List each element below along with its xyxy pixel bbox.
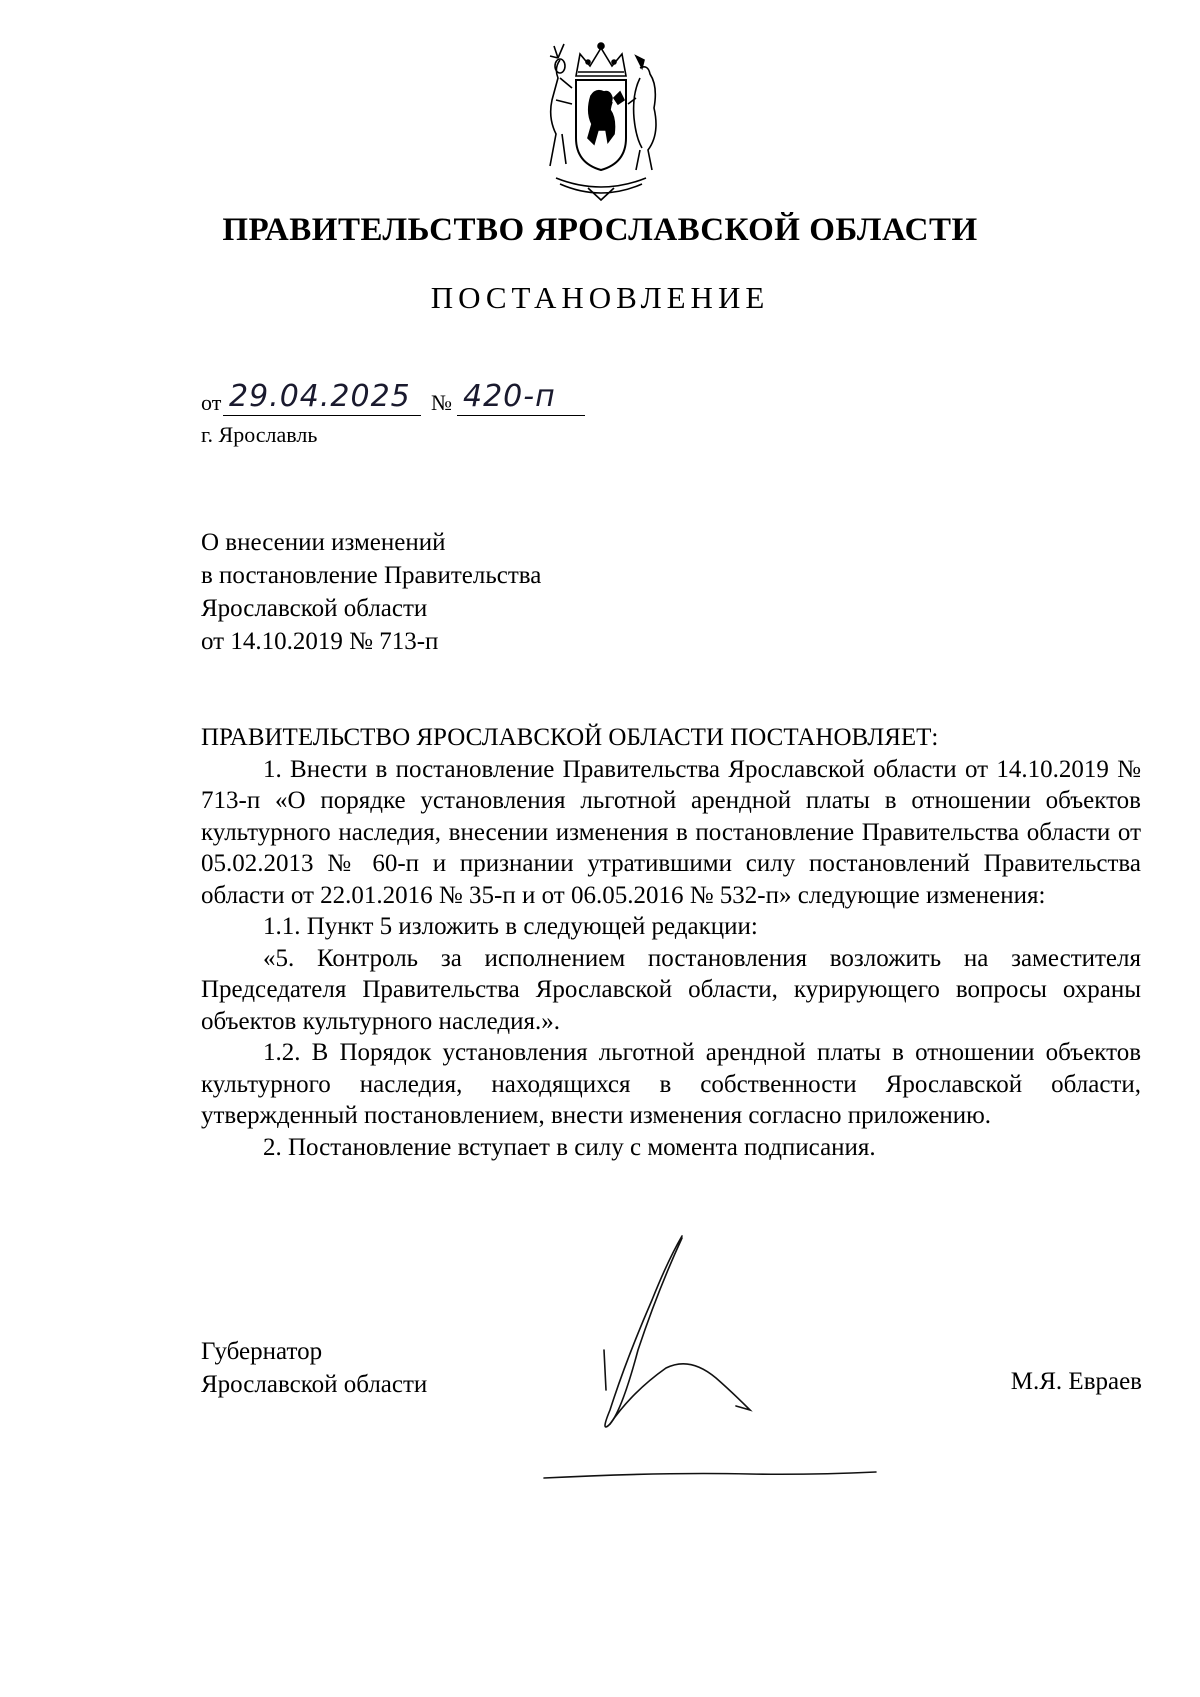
subject-line: в постановление Правительства <box>201 562 542 589</box>
document-subject <box>201 526 541 658</box>
number-underline <box>457 415 585 416</box>
resolution-lead: ПРАВИТЕЛЬСТВО ЯРОСЛАВСКОЙ ОБЛАСТИ ПОСТАНОВЛЯЕТ: <box>201 724 939 751</box>
date-value: 29.04.2025 <box>229 379 411 414</box>
city: г. Ярославль <box>201 422 318 447</box>
paragraph-2: 2. Постановление вступает в силу с момента подписания. <box>263 1133 876 1161</box>
paragraph-1-2: 1.2. В Порядок установления льготной арендной платы в отношении объектов культурного наследия, находящихся в собственности Ярославской области, утвержденный постановлением, внести изменения согласно приложению. <box>201 1039 1141 1129</box>
subject-line: О внесении изменений <box>201 529 446 556</box>
organization-title: ПРАВИТЕЛЬСТВО ЯРОСЛАВСКОЙ ОБЛАСТИ <box>222 212 978 248</box>
document-body <box>201 722 1141 1163</box>
number-label: № <box>431 390 452 415</box>
paragraph-1-1: 1.1. Пункт 5 изложить в следующей редакции: <box>263 913 758 940</box>
date-label: от <box>201 390 222 415</box>
paragraph-1-1-quote: «5. Контроль за исполнением постановления возложить на заместителя Председателя Правительства Ярославской области, курирующего вопросы охраны объектов культурного наследия.». <box>201 944 1141 1035</box>
signatory-position <box>201 1335 427 1401</box>
date-number-line <box>201 380 621 420</box>
date-underline <box>223 415 421 416</box>
subject-line: от 14.10.2019 № 713-п <box>201 628 439 655</box>
paragraph-1: 1. Внести в постановление Правительства Ярославской области от 14.10.2019 № 713-п «О порядке установления льготной арендной платы в отношении объектов культурного наследия, внесении изменения в постановление Правительства области от 05.02.2013 № 60-п и признании утратившими силу постановлений Правительства области от 22.01.2016 № 35-п и от 06.05.2016 № 532-п» следующие изменения: <box>201 755 1141 909</box>
yaroslavl-coat-of-arms-icon <box>536 38 666 203</box>
handwritten-signature-icon <box>540 1210 920 1500</box>
document-type: ПОСТАНОВЛЕНИЕ <box>430 280 770 315</box>
position-line: Ярославской области <box>201 1371 428 1398</box>
subject-line: Ярославской области <box>201 595 428 622</box>
position-line: Губернатор <box>201 1338 323 1365</box>
number-value: 420-п <box>463 379 556 414</box>
signatory-name: М.Я. Евраев <box>1010 1368 1142 1395</box>
